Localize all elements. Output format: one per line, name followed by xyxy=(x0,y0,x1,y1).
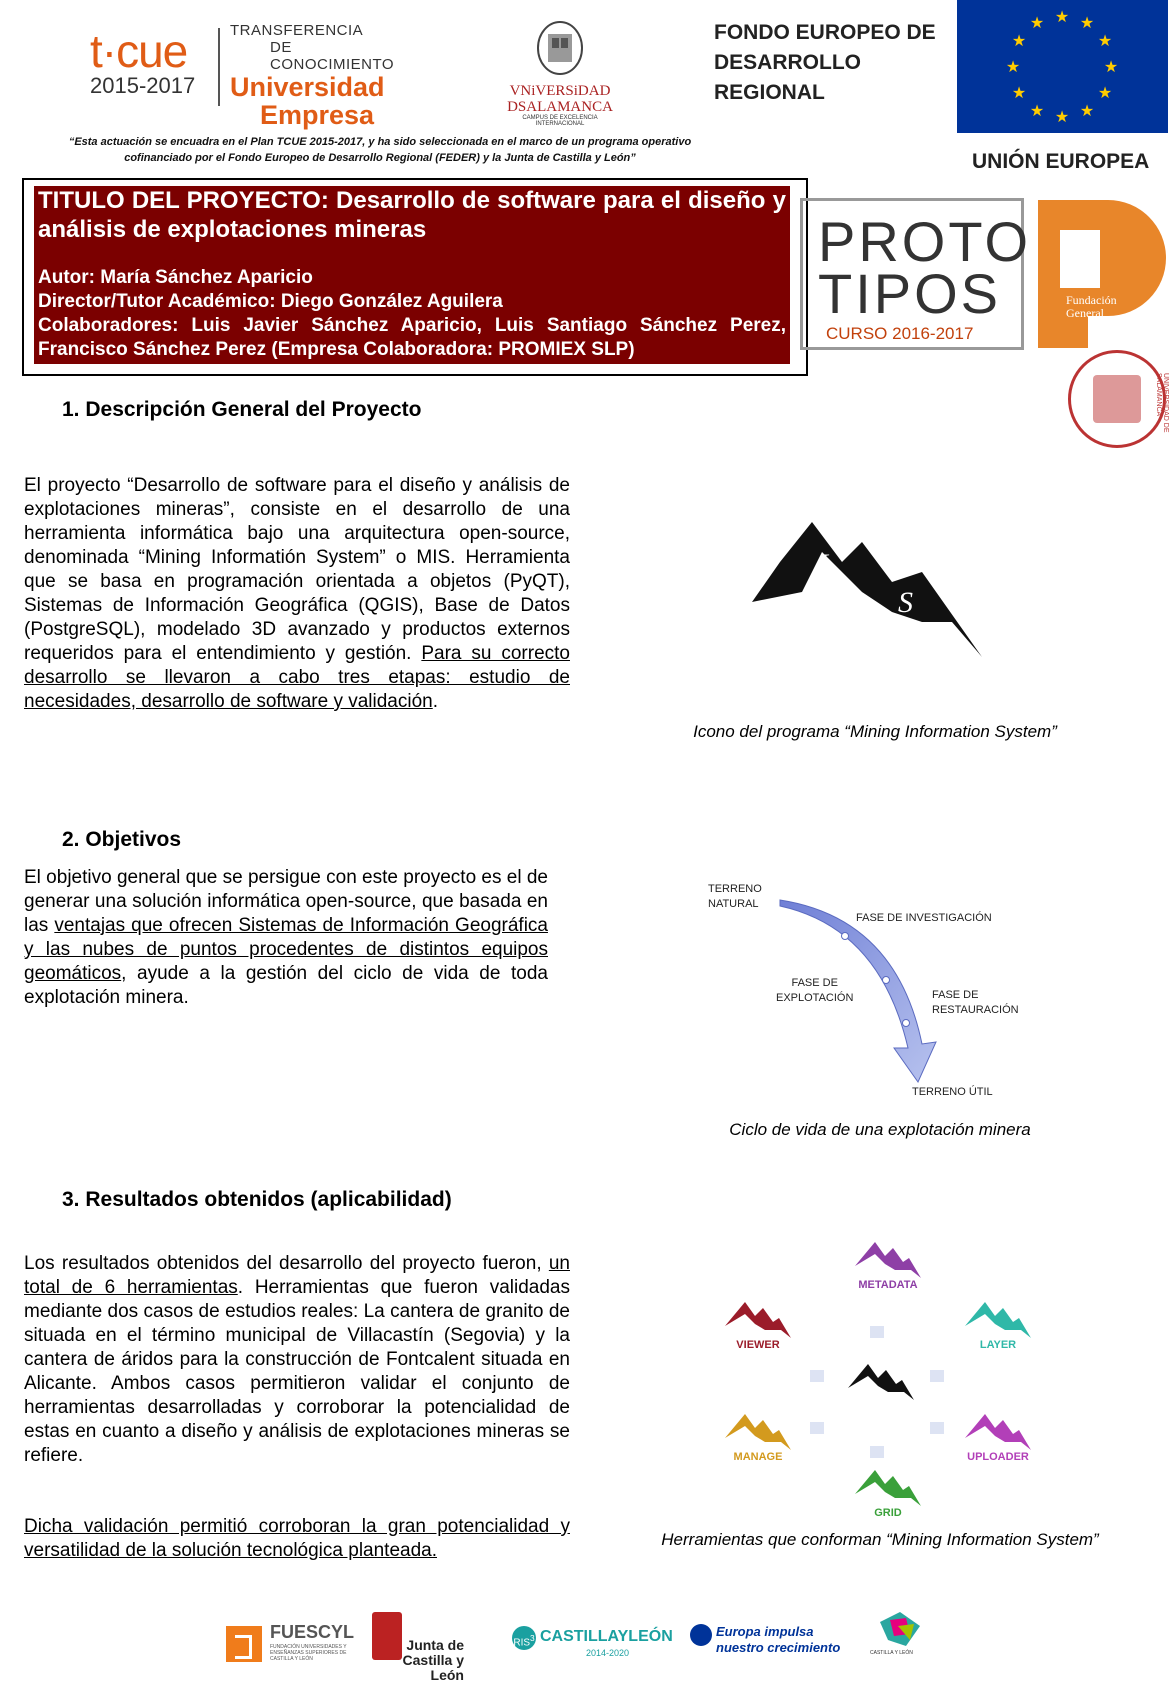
tool-manage-icon xyxy=(725,1412,791,1452)
junta-line1: Junta de xyxy=(406,1637,464,1653)
curso-label: CURSO 2016-2017 xyxy=(826,324,974,343)
section3-text-a: Los resultados obtenidos del desarrollo del proyecto fueron, xyxy=(24,1253,549,1274)
svg-text:★: ★ xyxy=(1054,107,1070,126)
mis-tools-diagram xyxy=(720,1240,1040,1530)
terreno-natural-1: TERRENO xyxy=(708,883,762,895)
section1-heading: 1. Descripción General del Proyecto xyxy=(62,398,422,421)
feder-title xyxy=(714,18,944,108)
tcue-quote: “Esta actuación se encuadra en el Plan TCUE 2015-2017, y ha sido seleccionada en el marco de un programa operativo cofinanciado por el Fondo Europeo de Desarrollo Regional (FEDER) y la Junta de Castilla y León” xyxy=(68,136,692,164)
tool-viewer-icon xyxy=(725,1300,791,1340)
transfer-line2: DE CONOCIMIENTO xyxy=(270,39,395,73)
section1-text-a: El proyecto “Desarrollo de software para el diseño y análisis de explotaciones mineras”, consiste en el desarrollo de una herramienta informática bajo una arquitectura open-source, denominada “Mining Informatión System” o MIS. Herramienta que se basa en programación orientada a objetos (PyQT), Sistemas de Información Geográfica (QGIS), Base de Datos (PostgreSQL), modelado 3D avanzado y productos externos requeridos para el entendimiento y gestión. xyxy=(24,475,570,664)
connector-arrow-icon xyxy=(870,1446,884,1458)
mis-center-icon xyxy=(848,1362,914,1407)
section1-caption: Icono del programa “Mining Information System” xyxy=(693,722,1057,741)
europa-line2: nuestro crecimiento xyxy=(716,1640,841,1655)
connector-arrow-icon xyxy=(810,1422,824,1434)
usal-crest-icon xyxy=(530,20,590,78)
footer-logos xyxy=(0,1600,1168,1683)
author: Autor: María Sánchez Aparicio xyxy=(38,267,313,288)
usal-seal-icon xyxy=(1068,350,1169,448)
fuescyl-sub: FUNDACIÓN UNIVERSIDADES Y ENSEÑANZAS SUPERIORES DE CASTILLA Y LEÓN xyxy=(270,1644,347,1662)
section3-conclusion-text: Dicha validación permitió corroboran la gran potencialidad y versatilidad de la solución tecnológica planteada. xyxy=(24,1516,570,1561)
section1-text xyxy=(24,474,570,714)
title-box xyxy=(34,186,790,364)
svg-text:★: ★ xyxy=(1011,31,1027,50)
svg-text:★: ★ xyxy=(1079,101,1095,120)
tool-metadata xyxy=(850,1240,926,1291)
terreno-util: TERRENO ÚTIL xyxy=(912,1086,993,1098)
general-word: General xyxy=(1066,306,1104,320)
prototipos-word1: PROTO xyxy=(818,210,1032,273)
director: Director/Tutor Académico: Diego González Aguilera xyxy=(38,291,503,312)
fuescyl-icon xyxy=(226,1626,262,1662)
connector-arrow-icon xyxy=(810,1370,824,1382)
tool-layer-icon xyxy=(965,1300,1031,1340)
tcue-logo-text: t·cue xyxy=(90,25,188,77)
tool-manage xyxy=(720,1412,796,1463)
transfer-line4: Empresa xyxy=(260,100,375,130)
prototipos-logo xyxy=(800,198,1032,348)
tool-metadata-icon xyxy=(855,1240,921,1280)
section3-conclusion xyxy=(24,1515,570,1563)
fase-investigacion: FASE DE INVESTIGACIÓN xyxy=(856,912,992,924)
svg-text:★: ★ xyxy=(1011,83,1027,102)
mis-mountain-icon xyxy=(752,522,992,662)
tcue-logo xyxy=(90,25,230,108)
usal-logo xyxy=(500,20,620,127)
tool-layer xyxy=(960,1300,1036,1351)
tool-label: VIEWER xyxy=(736,1339,780,1351)
svg-text:★: ★ xyxy=(1005,57,1021,76)
section1-text-end: . xyxy=(432,691,439,712)
fase-explotacion-2: EXPLOTACIÓN xyxy=(776,992,854,1004)
usal-line1: VNiVERSiDAD xyxy=(509,83,611,99)
transfer-line3: Universidad xyxy=(230,72,385,102)
ris-years: 2014-2020 xyxy=(586,1648,630,1658)
union-europea-label: UNIÓN EUROPEA xyxy=(972,150,1150,173)
section2-text-a: El objetivo general que se persigue con este proyecto es el de generar una solución informática open-source, que basada en las xyxy=(24,867,548,936)
svg-text:★: ★ xyxy=(1103,57,1119,76)
section2-text-underlined: ventajas que ofrecen Sistemas de Información Geográfica y las nubes de puntos procedentes de distintos equipos geomáticos xyxy=(24,915,548,984)
usal-line3: CAMPUS DE EXCELENCIA INTERNACIONAL xyxy=(522,115,598,127)
tool-uploader xyxy=(960,1412,1036,1463)
tool-label: METADATA xyxy=(858,1279,918,1291)
svg-text:★: ★ xyxy=(1029,13,1045,32)
usal-line2: DSALAMANCA xyxy=(507,99,613,115)
section1-text-underlined: Para su correcto desarrollo se llevaron a cabo tres etapas: estudio de necesidades, desarrollo de software y validación xyxy=(24,643,570,712)
eu-flag-icon xyxy=(957,0,1168,133)
feder-line2: DESARROLLO xyxy=(714,51,861,74)
europa-line1: Europa impulsa xyxy=(716,1624,814,1639)
tool-grid xyxy=(850,1468,926,1519)
tcue-years: 2015-2017 xyxy=(90,73,196,98)
fundacion-p-icon xyxy=(1038,200,1168,348)
svg-text:★: ★ xyxy=(1079,13,1095,32)
section2-text xyxy=(24,866,548,1010)
tool-grid-icon xyxy=(855,1468,921,1508)
ris-badge xyxy=(512,1626,536,1650)
castillayleon-label: CASTILLAYLEÓN xyxy=(540,1628,673,1645)
ris-superscript: 3 xyxy=(530,1633,535,1643)
junta-line2: Castilla y León xyxy=(402,1652,464,1683)
tool-label: LAYER xyxy=(979,1339,1017,1351)
section2-caption: Ciclo de vida de una explotación minera xyxy=(729,1120,1031,1139)
tool-label: GRID xyxy=(874,1507,902,1519)
fundacion-word: Fundación xyxy=(1066,293,1117,307)
feder-line3: REGIONAL xyxy=(714,81,825,104)
prototipos-word2: TIPOS xyxy=(818,262,1002,325)
connector-arrow-icon xyxy=(930,1370,944,1382)
connector-arrow-icon xyxy=(930,1422,944,1434)
cyl-logo-icon xyxy=(880,1612,920,1646)
section3-text-underlined: un total de 6 herramientas xyxy=(24,1253,570,1298)
mis-logo xyxy=(752,522,992,662)
connector-arrow-icon xyxy=(870,1326,884,1338)
logo-divider xyxy=(218,28,220,106)
transferencia-logo xyxy=(230,22,420,130)
tool-uploader-icon xyxy=(965,1412,1031,1452)
collaborators: Colaboradores: Luis Javier Sánchez Aparicio, Luis Santiago Sánchez Perez, Francisco Sánchez Perez (Empresa Colaboradora: PROMIEX SLP) xyxy=(38,315,786,360)
section2-text-b: , ayude a la gestión del ciclo de vida de toda explotación minera. xyxy=(24,963,548,1008)
section3-text xyxy=(24,1252,570,1468)
tool-viewer xyxy=(720,1300,796,1351)
tool-label: MANAGE xyxy=(733,1451,783,1463)
fase-explotacion-1: FASE DE xyxy=(791,977,838,989)
svg-text:★: ★ xyxy=(1029,101,1045,120)
feder-line1: FONDO EUROPEO DE xyxy=(714,21,936,44)
transfer-line1: TRANSFERENCIA xyxy=(230,22,364,39)
fase-restauracion-1: FASE DE xyxy=(932,989,979,1001)
europa-eu-icon xyxy=(690,1624,712,1646)
fuescyl-label: FUESCYL xyxy=(270,1622,355,1642)
mis-letter-s: S xyxy=(898,586,913,619)
svg-text:★: ★ xyxy=(1054,7,1070,26)
cyl-small-label: CASTILLA Y LEÓN xyxy=(870,1650,913,1656)
project-title: TITULO DEL PROYECTO: Desarrollo de software para el diseño y análisis de explotaciones mineras xyxy=(38,187,786,243)
ris-label: RIS xyxy=(513,1637,531,1649)
fase-restauracion-2: RESTAURACIÓN xyxy=(932,1004,1019,1016)
section2-heading: 2. Objetivos xyxy=(62,828,182,851)
section3-text-b: . Herramientas que fueron validadas mediante dos casos de estudios reales: La cantera de granito de situada en el término municipal de Villacastín (Segovia) y la cantera de áridos para la construcción de Fontcalent situada en Alicante. Ambos casos permitieron validar el conjunto de herramientas desarrolladas y corroborar la potencialidad de estas en cuanto a diseño y análisis de explotaciones mineras se refiere. xyxy=(24,1277,570,1466)
section3-caption: Herramientas que conforman “Mining Information System” xyxy=(661,1530,1099,1549)
mis-letter-i: I xyxy=(818,548,828,581)
terreno-natural-2: NATURAL xyxy=(708,898,759,910)
seal-text: UNIVERSIDAD DE SALAMANCA xyxy=(1155,373,1169,433)
svg-text:★: ★ xyxy=(1097,83,1113,102)
section3-heading: 3. Resultados obtenidos (aplicabilidad) xyxy=(62,1188,452,1211)
svg-text:★: ★ xyxy=(1097,31,1113,50)
tool-label: UPLOADER xyxy=(967,1451,1029,1463)
lifecycle-diagram xyxy=(700,878,1040,1100)
fundacion-general-logo xyxy=(1038,200,1168,348)
